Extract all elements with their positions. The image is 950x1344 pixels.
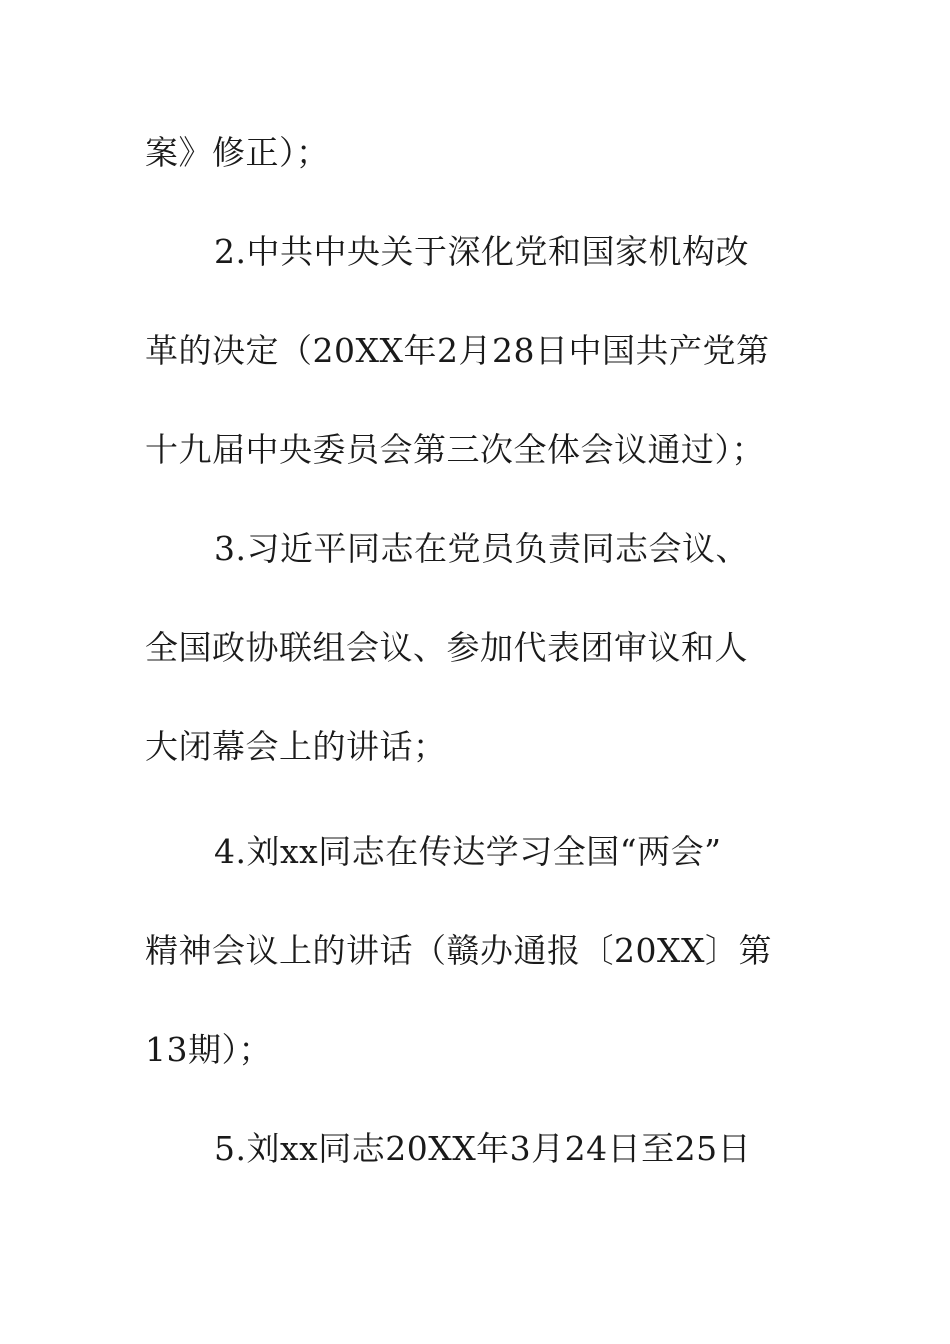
list-item-3-line-1: 3.习近平同志在党员负责同志会议、 bbox=[214, 529, 749, 568]
list-item-3-line-3: 大闭幕会上的讲话； bbox=[145, 727, 447, 766]
list-item-3-line-2: 全国政协联组会议、参加代表团审议和人 bbox=[145, 628, 748, 667]
list-item-5-line-1: 5.刘xx同志20XX年3月24日至25日 bbox=[214, 1129, 752, 1168]
list-item-2-line-1: 2.中共中央关于深化党和国家机构改 bbox=[214, 232, 749, 271]
list-item-4-line-3: 13期）； bbox=[145, 1030, 272, 1069]
list-item-2-line-3: 十九届中央委员会第三次全体会议通过）； bbox=[145, 430, 765, 469]
list-item-2-line-2: 革的决定（20XX年2月28日中国共产党第 bbox=[145, 331, 770, 370]
list-item-4-line-2: 精神会议上的讲话（赣办通报〔20XX〕第 bbox=[145, 931, 772, 970]
text-line-1: 案》修正）； bbox=[145, 133, 330, 172]
list-item-4-line-1: 4.刘xx同志在传达学习全国“两会” bbox=[214, 832, 722, 871]
